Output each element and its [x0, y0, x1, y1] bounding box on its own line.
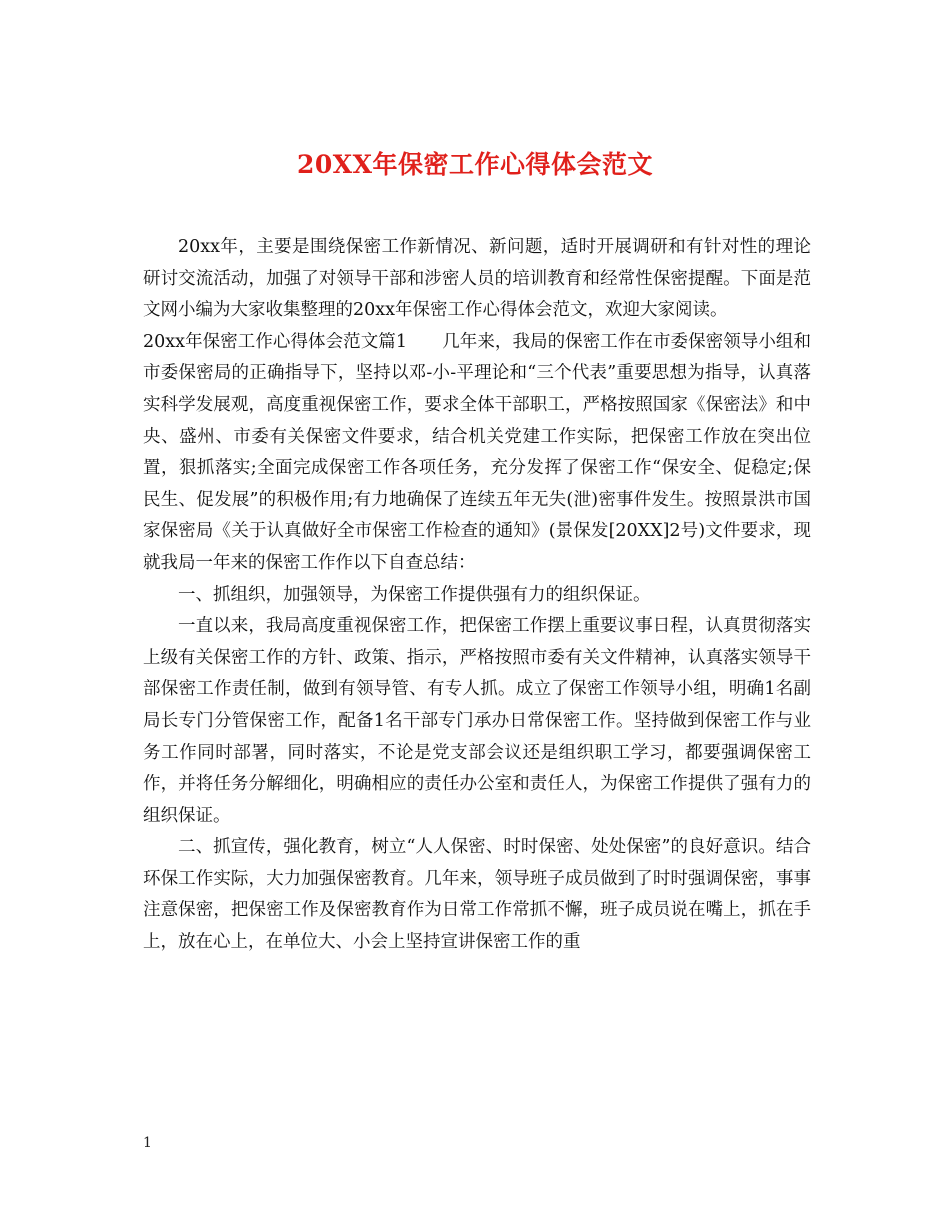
paragraph-heading-1: 一、抓组织，加强领导，为保密工作提供强有力的组织保证。: [178, 584, 651, 605]
page-number: 1: [143, 1135, 152, 1151]
paragraph-section-1: 20xx年保密工作心得体会范文篇1 几年来，我局的保密工作在市委保密领导小组和市委保密局的正确指导下，坚持以邓-小-平理论和“三个代表”重要思想为指导，认真落实科学发展观，高度重视保密工作，要求全体干部职工，严格按照国家《保密法》和中央、盛州、市委有关保密文件要求，结合机关党建工作实际，把保密工作放在突出位置，狠抓落实;全面完成保密工作各项任务，充分发挥了保密工作“保安全、促稳定;保民生、促发展”的积极作用;有力地确保了连续五年无失(泄)密事件发生。按照景洪市国家保密局《关于认真做好全市保密工作检查的通知》(景保发[20XX]2号)文件要求，现就我局一年来的保密工作作以下自查总结：: [143, 331, 811, 573]
document-title: 20XX年保密工作心得体会范文: [296, 149, 654, 179]
document-body: [143, 232, 811, 959]
paragraph-intro: 20xx年，主要是围绕保密工作新情况、新问题，适时开展调研和有针对性的理论研讨交流活动，加强了对领导干部和涉密人员的培训教育和经常性保密提醒。下面是范文网小编为大家收集整理的20xx年保密工作心得体会范文，欢迎大家阅读。: [143, 237, 811, 321]
paragraph-organization: 一直以来，我局高度重视保密工作，把保密工作摆上重要议事日程，认真贯彻落实上级有关保密工作的方针、政策、指示，严格按照市委有关文件精神，认真落实领导干部保密工作责任制，做到有领导管、有专人抓。成立了保密工作领导小组，明确1名副局长专门分管保密工作，配备1名干部专门承办日常保密工作。坚持做到保密工作与业务工作同时部署，同时落实，不论是党支部会议还是组织职工学习，都要强调保密工作，并将任务分解细化，明确相应的责任办公室和责任人，为保密工作提供了强有力的组织保证。: [143, 616, 811, 826]
paragraph-heading-2: 二、抓宣传，强化教育，树立“人人保密、时时保密、处处保密”的良好意识。结合环保工作实际，大力加强保密教育。几年来，领导班子成员做到了时时强调保密，事事注意保密，把保密工作及保密教育作为日常工作常抓不懈，班子成员说在嘴上，抓在手上，放在心上，在单位大、小会上坚持宣讲保密工作的重: [143, 837, 811, 953]
